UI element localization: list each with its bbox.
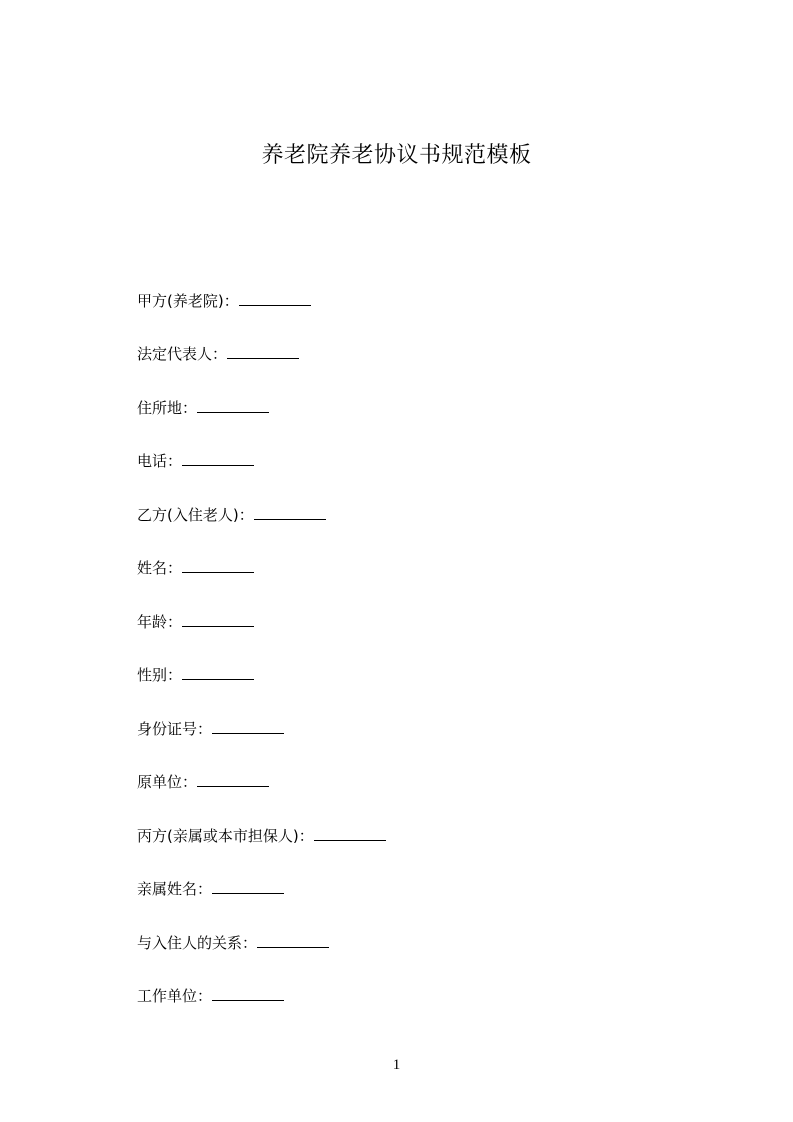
- field-label: 年龄：: [137, 613, 183, 631]
- field-party-a: [137, 291, 311, 311]
- field-age: [137, 612, 254, 632]
- fill-in-blank: [314, 826, 386, 841]
- field-label: 性别：: [137, 666, 183, 684]
- fill-in-blank: [239, 291, 311, 306]
- fill-in-blank: [254, 505, 326, 520]
- fill-in-blank: [212, 879, 284, 894]
- field-legal-representative: [137, 344, 299, 364]
- field-label: 住所地：: [137, 399, 198, 417]
- field-label: 甲方(养老院)：: [137, 292, 239, 310]
- field-label: 乙方(入住老人)：: [137, 506, 254, 524]
- fill-in-blank: [182, 451, 254, 466]
- field-label: 工作单位：: [137, 987, 213, 1005]
- field-label: 电话：: [137, 452, 183, 470]
- fill-in-blank: [182, 665, 254, 680]
- field-address: [137, 398, 269, 418]
- field-relationship: [137, 933, 329, 953]
- field-label: 法定代表人：: [137, 345, 228, 363]
- field-party-c: [137, 826, 386, 846]
- field-label: 原单位：: [137, 773, 198, 791]
- field-gender: [137, 665, 254, 685]
- fill-in-blank: [212, 719, 284, 734]
- field-former-employer: [137, 772, 269, 792]
- fill-in-blank: [227, 344, 299, 359]
- fill-in-blank: [212, 986, 284, 1001]
- field-label: 身份证号：: [137, 720, 213, 738]
- field-party-b: [137, 505, 326, 525]
- field-label: 亲属姓名：: [137, 880, 213, 898]
- field-id-number: [137, 719, 284, 739]
- field-label: 丙方(亲属或本市担保人)：: [137, 827, 314, 845]
- field-label: 姓名：: [137, 559, 183, 577]
- document-title: 养老院养老协议书规范模板: [261, 143, 532, 168]
- fill-in-blank: [197, 772, 269, 787]
- fill-in-blank: [182, 558, 254, 573]
- field-phone: [137, 451, 254, 471]
- page-number: 1: [392, 1057, 401, 1073]
- field-label: 与入住人的关系：: [137, 934, 258, 952]
- fill-in-blank: [197, 398, 269, 413]
- fill-in-blank: [182, 612, 254, 627]
- field-relative-name: [137, 879, 284, 899]
- field-name: [137, 558, 254, 578]
- field-employer: [137, 986, 284, 1006]
- fill-in-blank: [257, 933, 329, 948]
